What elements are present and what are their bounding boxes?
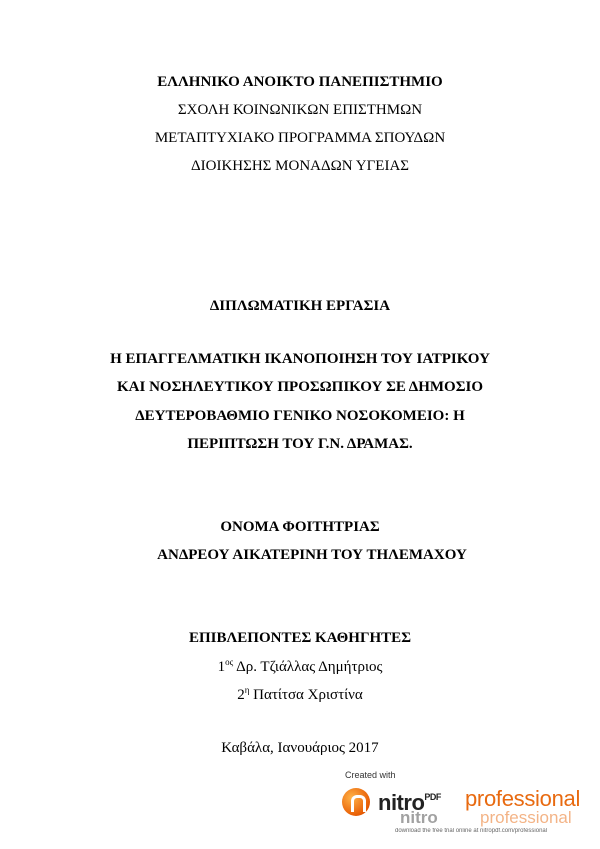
thesis-title-line-3: ΔΕΥΤΕΡΟΒΑΘΜΙΟ ΓΕΝΙΚΟ ΝΟΣΟΚΟΜΕΙΟ: Η [135, 408, 465, 424]
watermark-ghost-brand: nitro [400, 808, 438, 827]
watermark-small-text: download the free trial online at nitropdf.com/professional [395, 828, 548, 834]
nitro-logo-icon [342, 788, 370, 816]
watermark-ghost-edition: professional [480, 808, 572, 827]
specialization-name: ΔΙΟΙΚΗΣΗΣ ΜΟΝΑΔΩΝ ΥΓΕΙΑΣ [190, 158, 410, 174]
supervisor-second [0, 686, 600, 704]
school-name: ΣΧΟΛΗ ΚΟΙΝΩΝΙΚΩΝ ΕΠΙΣΤΗΜΩΝ [177, 102, 423, 118]
student-heading: ΟΝΟΜΑ ΦΟΙΤΗΤΡΙΑΣ [220, 519, 380, 535]
watermark-brand-text: nitro [378, 790, 425, 815]
thesis-title-line-2: ΚΑΙ ΝΟΣΗΛΕΥΤΙΚΟΥ ΠΡΟΣΩΠΙΚΟΥ ΣΕ ΔΗΜΟΣΙΟ [116, 379, 484, 395]
supervisor-second-name: Πατίτσα Χριστίνα [249, 687, 363, 703]
supervisors-heading: ΕΠΙΒΛΕΠΟΝΤΕΣ ΚΑΘΗΓΗΤΕΣ [189, 630, 411, 646]
watermark-edition: professional [465, 786, 581, 811]
nitro-watermark [340, 770, 600, 849]
supervisor-second-number: 2 [237, 687, 245, 703]
program-name: ΜΕΤΑΠΤΥΧΙΑΚΟ ΠΡΟΓΡΑΜΜΑ ΣΠΟΥΔΩΝ [154, 130, 446, 146]
watermark-created-with: Created with [345, 770, 396, 780]
thesis-title-line-4: ΠΕΡΙΠΤΩΣΗ ΤΟΥ Γ.Ν. ΔΡΑΜΑΣ. [187, 436, 413, 452]
supervisor-second-suffix: η [244, 685, 250, 695]
thesis-title-line-1: Η ΕΠΑΓΓΕΛΜΑΤΙΚΗ ΙΚΑΝΟΠΟΙΗΣΗ ΤΟΥ ΙΑΤΡΙΚΟΥ [110, 351, 490, 367]
supervisor-first [0, 658, 600, 676]
student-name: ΑΝΔΡΕΟΥ ΑΙΚΑΤΕΡΙΝΗ ΤΟΥ ΤΗΛΕΜΑΧΟΥ [157, 547, 467, 563]
supervisor-first-name: Δρ. Τζιάλλας Δημήτριος [233, 659, 383, 675]
watermark-brand-sup: PDF [424, 792, 441, 802]
university-name: ΕΛΛΗΝΙΚΟ ΑΝΟΙΚΤΟ ΠΑΝΕΠΙΣΤΗΜΙΟ [157, 74, 443, 90]
supervisor-first-suffix: ος [225, 657, 234, 667]
thesis-type: ΔΙΠΛΩΜΑΤΙΚΗ ΕΡΓΑΣΙΑ [209, 298, 391, 314]
supervisor-first-number: 1 [217, 659, 226, 675]
place-date: Καβάλα, Ιανουάριος 2017 [221, 740, 379, 756]
